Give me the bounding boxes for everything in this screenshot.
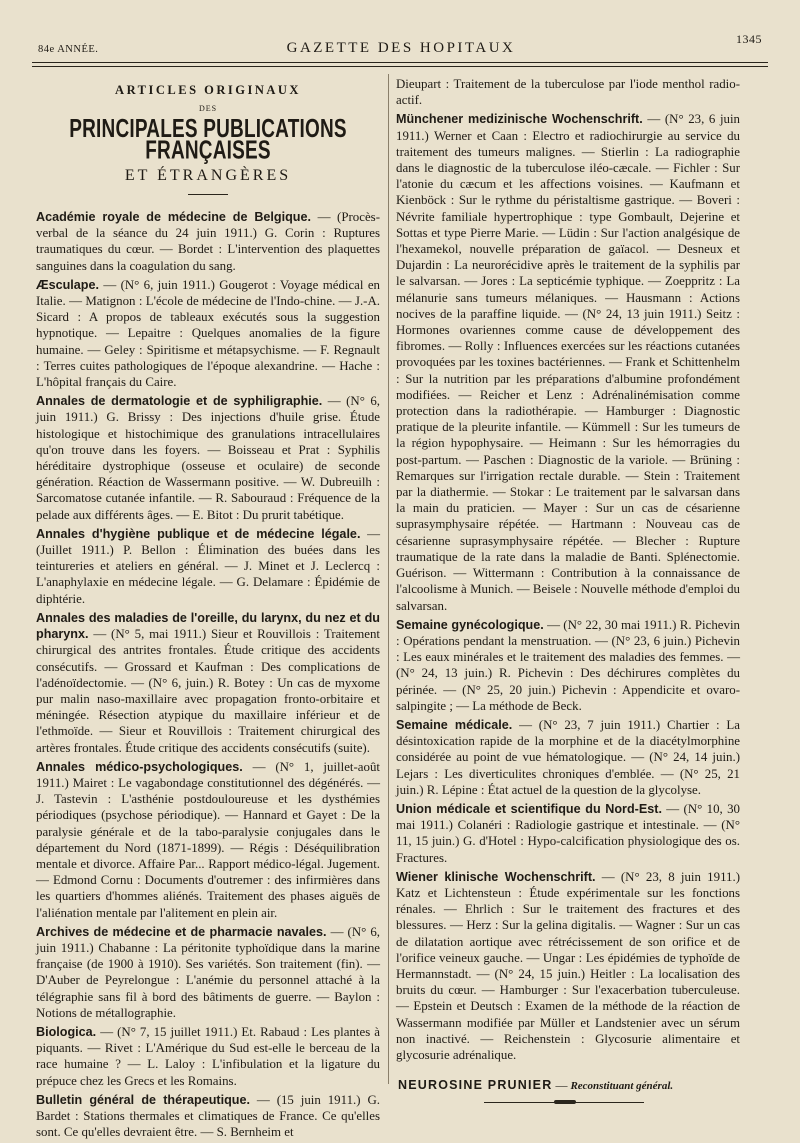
journal-name: Académie royale de médecine de Belgique. <box>36 210 312 225</box>
section-title-line2: DES <box>198 104 218 114</box>
bibliography-entry <box>36 393 380 523</box>
bibliography-entry <box>396 111 740 613</box>
section-title-line1: ARTICLES ORIGINAUX <box>115 83 301 97</box>
header-rule <box>32 62 768 63</box>
journal-name: Æsculape. <box>36 277 99 292</box>
entry-text: — (N° 6, juin 1911.) G. Brissy : Des injections d'huile grise. Étude histologique et histochimique des granulations intracellulaires qu'on trouve dans les foyers. — Boisseau et Prat : Syphilis héréditaire dystrophique (osseuse et oculaire) de seconde génération. Réaction de Wassermann positive. — W. Dubreuilh : Sarcomatose cutanée infantile. — R. Sabouraud : Fréquence de la pelade aux différents âges. — E. Bitot : Du prurit tabétique. <box>36 394 381 522</box>
entry-text: — (N° 6, juin 1911.) Gougerot : Voyage médical en Italie. — Matignon : L'école de médecine de l'Indo-chine. — J.-A. Sicard : A propos de tableaux exécutés sous la suggestion hypnotique. — Lepaitre : Quelques anomalies de la figure humaine. — Geley : Spiritisme et métapsychisme. — F. Regnault : Terres cuites pathologiques de l'époque alexandrine. — Hache : L'hôpital français du Caire. <box>36 277 380 390</box>
column-divider <box>388 74 389 1084</box>
entry-text: — (N° 7, 15 juillet 1911.) Et. Rabaud : Les plantes à piquants. — Rivet : L'Amérique du Sud est-elle le berceau de la race humaine ? — L. Laloy : L'infibulation et la ligature du prépuce chez les Grecs et les Romains. <box>36 1024 380 1088</box>
section-title <box>36 82 380 195</box>
ad-ornament <box>484 1102 644 1103</box>
header-rule-thin <box>32 66 768 67</box>
bibliography-entry <box>36 610 380 756</box>
journal-name: Münchener medizinische Wochenschrift. <box>396 112 643 127</box>
volume-label: 84e ANNÉE. <box>38 44 99 55</box>
journal-name: Annales des maladies de l'oreille, du larynx, du nez et du pharynx. <box>36 610 380 642</box>
bibliography-entry <box>396 717 740 798</box>
title-rule <box>188 194 228 195</box>
left-column <box>36 76 380 1143</box>
entry-text: — (N° 22, 30 mai 1911.) R. Pichevin : Opérations pendant la menstruation. — (N° 23, 6 juin.) Pichevin : Les eaux minérales et le traitement des maladies des femmes. — (N° 24, 13 juin.) R. Pichevin : Des déchirures complètes du périnée. — (N° 25, 20 juin.) Pichevin : Appendicite et ovaro-salpingite ; — La méthode de Beck. <box>396 617 740 713</box>
journal-name: Semaine gynécologique. <box>396 617 544 632</box>
right-column <box>396 76 740 1103</box>
bibliography-entry <box>36 924 380 1021</box>
bibliography-entry <box>36 209 380 274</box>
entry-text: — (N° 23, 6 juin 1911.) Werner et Caan : Electro et radiochirurgie au service du traitement des tumeurs malignes. — Stierlin : La radiographie dans le diagnostic de la tuberculose iléo-cæcale. — Fichler : Sur l'atonie du cæcum et les affections voisines. — Kaufmann et Kienböck : Sur le rythme du péristaltisme gastrique. — Boveri : Névrite familiale hypertrophique : type Gombault, Dejerine et Sottas et type Pierre Marie. — Lüdin : Sur l'action analgésique de l'hexamekol, nouvelle préparation de gaïacol. — Desneux et Dujardin : La neurorécidive après le traitement de la syphilis par le salvarsan. — Jores : La septicémie typhique. — Zoeppritz : La mélanurie sans tumeurs mélaniques. — Hausmann : Actions nocives de la paraffine liquide. — (N° 24, 13 juin 1911.) Seitz : Hormones ovariennes comme cause de développement des fibromes. — Rolly : Influences exercées sur les réactions cutanées provoquées par les toxines bactériennes. — Frank et Schittenhelm : Sur la nutrition par les préparations d'albumine profondément modifiées. — Reicher et Lenz : Adrénalinémisation comme protection dans la radiothérapie. — Hamburger : Diagnostic pratique de la pleurite infantile. — Kümmell : Sur les tumeurs de la région hypophysaire. — Heimann : Sur les hémorragies du post-partum. — Paschen : Diagnostic de la variole. — Brüning : Remarques sur l'irrigation rectale durable. — Stein : Traitement par la diathermie. — Stokar : Le traitement par le salvarsan dans la main du praticien. — Mayer : Sur un cas de césarienne suprasymphysaire répétée. — Hartmann : Nouveau cas de césarienne suprasymphysaire répétée. — Blecher : Rupture traumatique de la rate dans la maladie de Banti. Splénectomie. Guérison. — Wittermann : Contribution à la connaissance de l'alcoolisme à Munich. — Beisele : Nouvelle méthode d'emploi du salvarsan. <box>396 112 740 613</box>
journal-name: Annales d'hygiène publique et de médecine légale. <box>36 526 361 541</box>
section-title-line4: ET ÉTRANGÈRES <box>124 166 292 184</box>
entry-text: — (Procès-verbal de la séance du 24 juin 1911.) G. Corin : Ruptures traumatiques du cœur. — Bordet : L'intervention des plaquettes sanguines dans la coagulation du sang. <box>36 210 380 273</box>
journal-title: GAZETTE DES HOPITAUX <box>286 40 516 56</box>
ad-dash: — <box>552 1078 571 1093</box>
section-title-line3: PRINCIPALES PUBLICATIONS FRANÇAISES <box>69 115 347 166</box>
bibliography-entry <box>36 1024 380 1089</box>
entry-text: — (N° 1, juillet-août 1911.) Mairet : Le vagabondage constitutionnel des dégénérés. — J. Tastevin : L'asthénie postdouloureuse et les dysthémies périodiques (psychose périodique). — Hannard et Gayet : De la paralysie générale et de la tabo-paralysie conjugales dans le département du Nord (1871-1899). — Régis : Déséquilibration mentale et divorce. Affaire Par... Rapport médico-légal. Jugement. — Edmond Cornu : Documents d'outremer : des infirmières dans les quartiers d'hommes aliénés. Traitement des phases aiguës de l'aliénation mentale par l'alitement en plein air. <box>36 759 380 920</box>
journal-name: Wiener klinische Wochenschrift. <box>396 869 596 884</box>
advertisement <box>396 1077 740 1103</box>
bibliography-entry <box>396 869 740 1063</box>
entry-text: — (Juillet 1911.) P. Bellon : Élimination des buées dans les teintureries et ateliers en général. — J. Minet et J. Leclercq : L'anaphylaxie en médecine légale. — G. Delamare : Épidémie de diphtérie. <box>36 526 380 606</box>
journal-name: Archives de médecine et de pharmacie navales. <box>36 924 327 939</box>
ad-product-name: NEUROSINE PRUNIER <box>398 1078 553 1093</box>
bibliography-entry <box>396 801 740 866</box>
entry-text: — (15 juin 1911.) G. Bardet : Stations thermales et climatiques de France. Ce qu'elles sont. Ce qu'elles devraient être. — S. Bernheim et <box>36 1092 380 1140</box>
journal-name: Biologica. <box>36 1024 97 1039</box>
continued-entry: Dieupart : Traitement de la tuberculose par l'iode menthol radio-actif. <box>396 77 740 108</box>
bibliography-entry <box>36 277 380 390</box>
journal-name: Bulletin général de thérapeutique. <box>36 1092 250 1107</box>
ad-tagline: Reconstituant général. <box>570 1080 674 1093</box>
bibliography-entry <box>36 759 380 921</box>
journal-name: Union médicale et scientifique du Nord-Est. <box>396 801 662 816</box>
entry-text: — (N° 10, 30 mai 1911.) Colanéri : Radiologie gastrique et intestinale. — (N° 11, 15 juin.) G. d'Hotel : Hypo-calcification physiologique des os. Fractures. <box>396 801 741 865</box>
journal-name: Semaine médicale. <box>396 717 513 732</box>
entry-text: — (N° 6, juin 1911.) Chabanne : La péritonite typhoïdique dans la marine française (de 1900 à 1910). Ses variétés. Son traitement (fin). — D'Auber de Peyrelongue : L'anémie du personnel attaché à la télégraphie sans fil à bord des bâtiments de guerre. — Baylon : Notions de métallographie. <box>36 924 380 1020</box>
page-number: 1345 <box>736 32 762 46</box>
entry-text: — (N° 5, mai 1911.) Sieur et Rouvillois : Traitement chirurgical des antrites frontales. Étude critique des accidents consécutifs. — Grossard et Kaufman : Des complications de l'adénoïdectomie. — (N° 6, juin.) R. Botey : Un cas de myxome pur malin naso-maxillaire avec propagation fronto-orbitaire et méningée. Résection atypique du maxillaire inférieur et de l'ethmoïde. — Sieur et Rouvillois : Traitement chirurgical des artères frontales. Étude critique des accidents consécutifs (suite). <box>36 627 380 755</box>
bibliography-entry <box>36 526 380 607</box>
journal-name: Annales médico-psychologiques. <box>36 759 243 774</box>
bibliography-entry <box>36 1092 380 1141</box>
left-entries <box>36 209 380 1140</box>
entry-text: — (N° 23, 8 juin 1911.) Katz et Lichtensteun : Étude expérimentale sur les fonctions rénales. — Ehrlich : Sur le traitement des fractures et des blessures. — Herz : Sur la gelina digitalis. — Wagner : Sur un cas de dilatation aortique avec rétrécissement de son orifice et de l'orifice veineux gauche. — Ungar : Les épidémies de typhoïde de Hermannstadt. — (N° 24, 15 juin.) Heitler : La localisation des bruits du cœur. — Hamburger : Sur l'exacerbation tuberculeuse. — Epstein et Deutsch : Examen de la méthode de la réaction de Wassermann modifiée par Müller et Landstenier avec un sérum non inactivé. — Reichenstein : Glycosurie alimentaire et glycosurie adrénalique. <box>396 869 740 1062</box>
right-entries <box>396 111 740 1063</box>
journal-name: Annales de dermatologie et de syphiligraphie. <box>36 394 323 409</box>
entry-text: — (N° 23, 7 juin 1911.) Chartier : La désintoxication rapide de la morphine et de la diacétylmorphine considérée au point de vue hématologique. — (N° 24, 14 juin.) Lejars : Les diverticulites chroniques d'emblée. — (N° 25, 21 juin.) R. Lépine : État actuel de la question de la glycolyse. <box>396 717 740 797</box>
bibliography-entry <box>396 617 740 714</box>
